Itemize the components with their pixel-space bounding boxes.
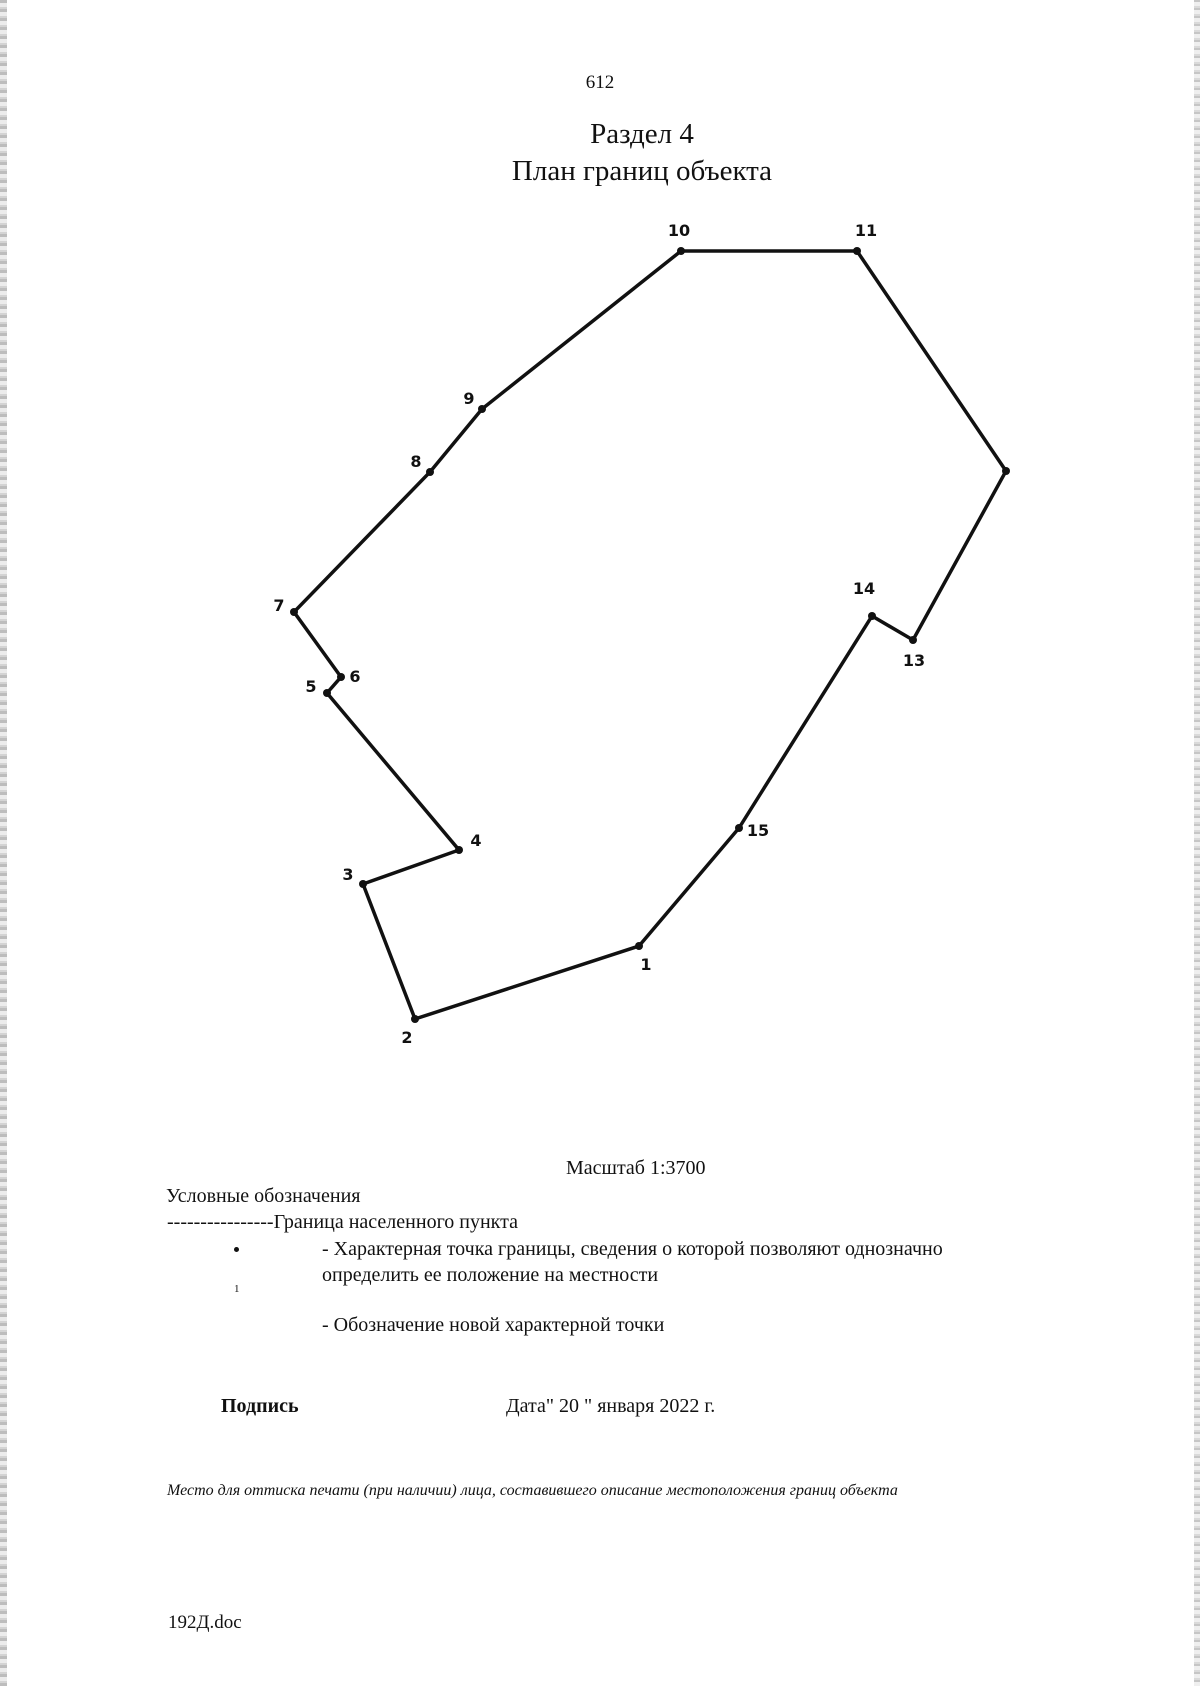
boundary-point-label: 11 [854, 221, 878, 240]
scale-text: Масштаб 1:3700 [566, 1157, 706, 1179]
boundary-point-marker [853, 247, 861, 255]
legend-point-symbol [234, 1247, 239, 1252]
boundary-point-label: 5 [305, 677, 317, 696]
stamp-note: Место для оттиска печати (при наличии) лица, составившего описание местоположения границ объекта [167, 1482, 898, 1499]
legend-new-point-text: - Обозначение новой характерной точки [322, 1314, 665, 1336]
section-subtitle: План границ объекта [511, 155, 773, 187]
boundary-point-marker [909, 636, 917, 644]
boundary-point-label: 6 [349, 667, 361, 686]
boundary-point-marker [478, 405, 486, 413]
legend-title: Условные обозначения [166, 1185, 361, 1207]
boundary-point-marker [359, 880, 367, 888]
boundary-point-label: 3 [342, 865, 354, 884]
boundary-point-label: 8 [410, 452, 422, 471]
boundary-point-marker [455, 846, 463, 854]
boundary-point-marker [1002, 467, 1010, 475]
boundary-point-label: 14 [852, 579, 876, 598]
boundary-point-label: 1 [640, 955, 652, 974]
boundary-point-label: 13 [902, 651, 926, 670]
legend-boundary-line: ----------------Граница населенного пункта [167, 1211, 518, 1233]
boundary-point-marker [735, 824, 743, 832]
boundary-point-label: 7 [273, 596, 285, 615]
boundary-point-label: 10 [667, 221, 691, 240]
boundary-point-label: 15 [746, 821, 770, 840]
boundary-point-marker [426, 468, 434, 476]
boundary-point-label: 9 [463, 389, 475, 408]
page-number: 612 [585, 72, 615, 93]
boundary-point-marker [411, 1015, 419, 1023]
boundary-point-label: 2 [401, 1028, 413, 1047]
boundary-point-marker [868, 612, 876, 620]
boundary-point-marker [290, 608, 298, 616]
footer-filename: 192Д.doc [168, 1612, 242, 1633]
legend-new-point-symbol: 1 [234, 1283, 240, 1295]
section-title: Раздел 4 [590, 118, 694, 150]
boundary-point-label: 4 [470, 831, 482, 850]
legend-point-text: - Характерная точка границы, сведения о которой позволяют однозначно определить ее положение на местности [322, 1238, 943, 1286]
boundary-line [294, 251, 1006, 1019]
boundary-point-marker [337, 673, 345, 681]
boundary-point-marker [635, 942, 643, 950]
boundary-point-marker [677, 247, 685, 255]
boundary-point-marker [323, 689, 331, 697]
signature-label: Подпись [221, 1395, 299, 1417]
date-text: Дата" 20 " января 2022 г. [506, 1395, 716, 1417]
